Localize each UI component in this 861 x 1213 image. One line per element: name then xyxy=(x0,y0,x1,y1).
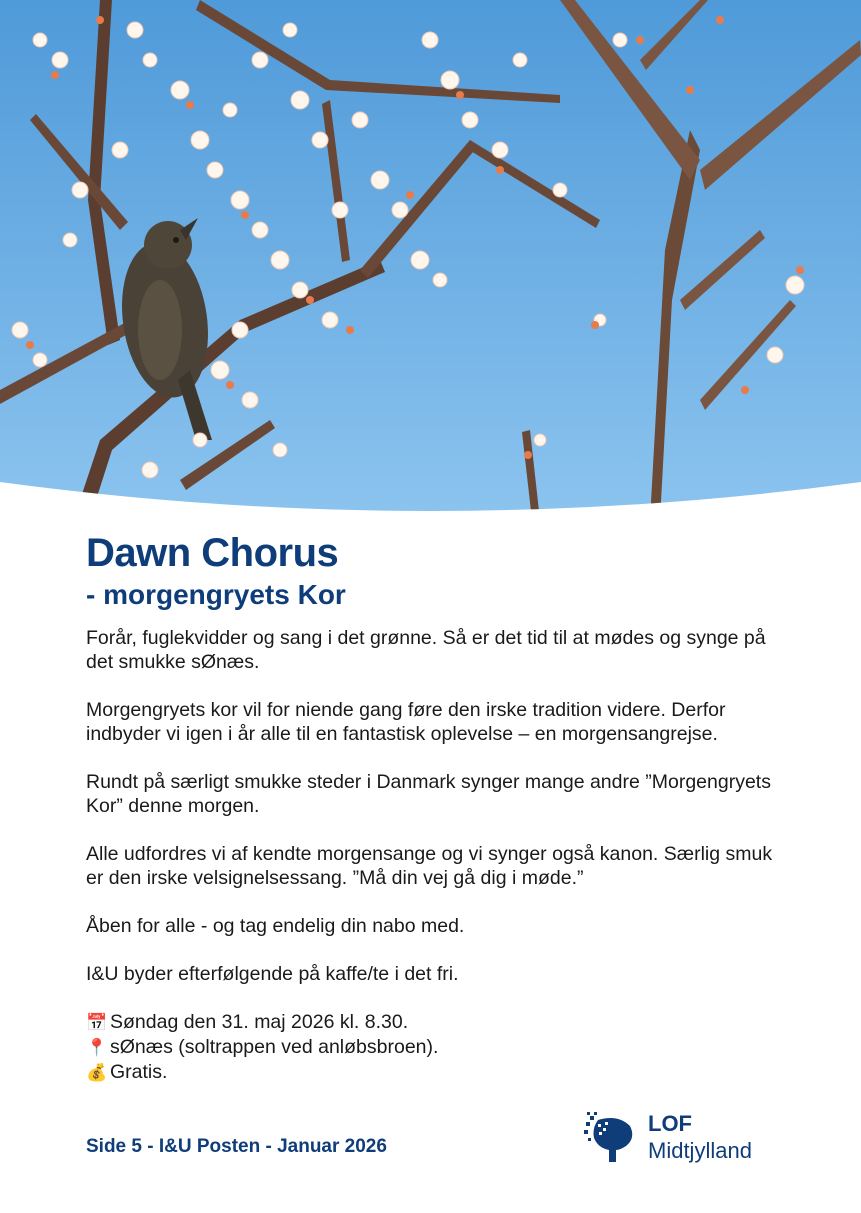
paragraph: Alle udfordres vi af kendte morgensange og vi synger også kanon. Særlig smuk er den irske velsignelsessang. ”Må din vej gå dig i møde.” xyxy=(86,843,773,889)
paragraph: I&U byder efterfølgende på kaffe/te i det fri. xyxy=(86,963,459,985)
event-location-text: sØnæs (soltrappen ved anløbsbroen). xyxy=(110,1036,439,1058)
paragraph: Forår, fuglekvidder og sang i det grønne. Så er det tid til at mødes og synge på det smukke sØnæs. xyxy=(86,627,766,673)
bird-blossom-illustration xyxy=(0,0,861,520)
article-title: Dawn Chorus xyxy=(86,531,339,575)
event-date-text: Søndag den 31. maj 2026 kl. 8.30. xyxy=(110,1011,409,1033)
page-footer: Side 5 - I&U Posten - Januar 2026 xyxy=(86,1136,387,1157)
money-bag-icon: 💰 xyxy=(86,1063,108,1082)
event-details xyxy=(86,1010,786,1085)
pin-icon: 📍 xyxy=(86,1038,108,1057)
logo-text-lof: LOF xyxy=(648,1111,692,1136)
logo-text-region: Midtjylland xyxy=(648,1138,752,1163)
calendar-icon: 📅 xyxy=(86,1013,108,1032)
event-price xyxy=(86,1060,786,1085)
paragraph: Åben for alle - og tag endelig din nabo med. xyxy=(86,915,465,937)
lof-tree-icon xyxy=(584,1110,640,1166)
article-subtitle: - morgengryets Kor xyxy=(86,579,346,610)
event-price-text: Gratis. xyxy=(110,1061,168,1083)
article xyxy=(86,530,786,1085)
lof-logo xyxy=(584,1108,784,1168)
hero-image xyxy=(0,0,861,520)
event-location xyxy=(86,1035,786,1060)
event-date xyxy=(86,1010,786,1035)
paragraph: Rundt på særligt smukke steder i Danmark synger mange andre ”Morgengryets Kor” denne morgen. xyxy=(86,771,771,817)
paragraph: Morgengryets kor vil for niende gang føre den irske tradition videre. Derfor indbyder vi igen i år alle til en fantastisk oplevelse – en morgensangrejse. xyxy=(86,699,726,745)
